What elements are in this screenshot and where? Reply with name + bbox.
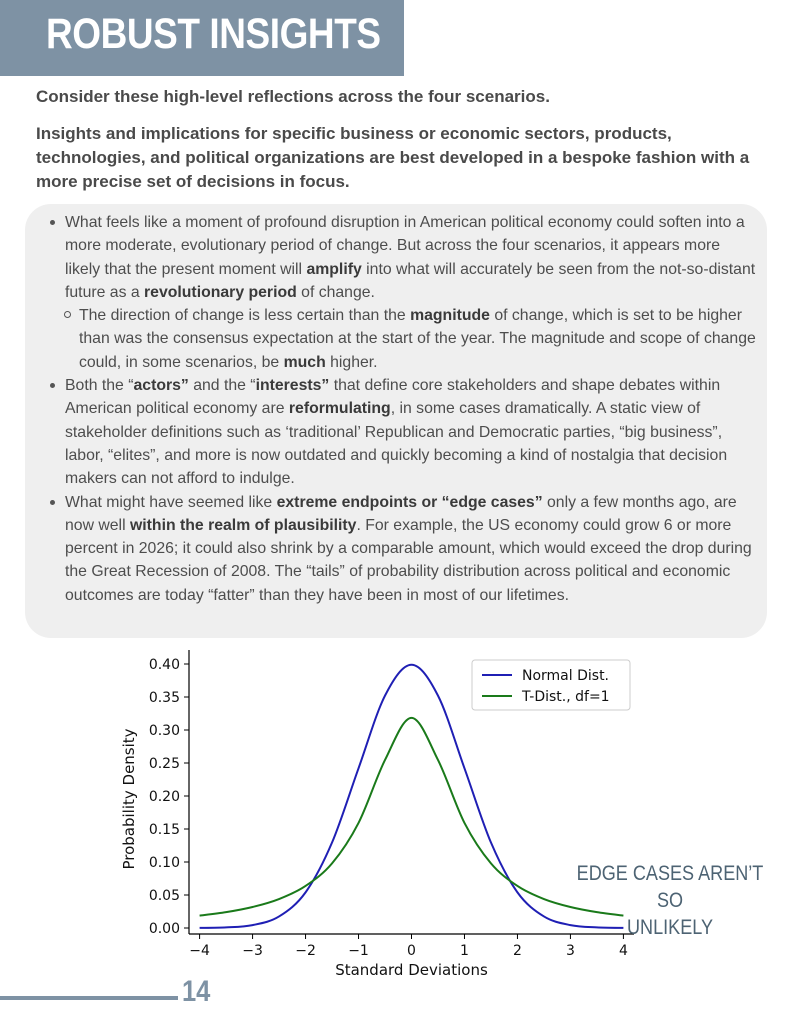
page-number: 14 [182, 975, 211, 1008]
y-tick-label: 0.15 [148, 822, 180, 838]
y-axis-label: Probability Density [120, 728, 138, 870]
y-tick-label: 0.00 [148, 921, 180, 937]
title-banner [0, 0, 404, 76]
footer-rule [0, 996, 178, 1000]
y-tick-label: 0.10 [148, 855, 180, 871]
insight-subbullet: The direction of change is less certain than the magnitude of change, which is set to be higher than was the consensus expectation at the start of the year. The magnitude and scope of change could, in some scenarios, be much higher. [79, 304, 759, 374]
y-tick-label: 0.40 [148, 657, 180, 673]
x-axis-label: Standard Deviations [335, 961, 488, 979]
x-tick-label: 0 [407, 943, 416, 959]
x-tick-label: −1 [348, 943, 369, 959]
intro-line: Consider these high-level reflections across the four scenarios. [36, 87, 550, 106]
x-tick-label: −2 [295, 943, 316, 959]
edge-cases-note: EDGE CASES AREN’T SO UNLIKELY [576, 862, 764, 939]
x-tick-label: 4 [618, 943, 628, 959]
series-line-2 [200, 718, 624, 916]
x-tick-label: 2 [512, 943, 522, 959]
y-tick-label: 0.35 [148, 690, 180, 706]
x-tick-label: −4 [189, 943, 210, 959]
legend-label-1: Normal Dist. [522, 668, 610, 684]
intro-paragraph: Insights and implications for specific business or economic sectors, products, technologies, and political organizations are best developed in a bespoke fashion with a more precise set of decisions in focus. [36, 124, 750, 191]
insights-list [65, 211, 759, 607]
insight-sublist [65, 304, 759, 374]
insight-bullet-2: Both the “actors” and the “interests” that define core stakeholders and shape debates within American political economy are reformulating, in some cases dramatically. A static view of stakeholder definitions such as ‘traditional’ Republican and Democratic parties, “big business”, labor, “elites”, and more is now outdated and quickly becoming a kind of nostalgia that decision makers can not afford to indulge. [65, 374, 759, 490]
insight-bullet-3: What might have seemed like extreme endpoints or “edge cases” only a few months ago, are now well within the realm of plausibility. For example, the US economy could grow 6 or more percent in 2026; it could also shrink by a comparable amount, which would exceed the drop during the Great Recession of 2008. The “tails” of probability distribution across political and economic outcomes are today “fatter” than they have been in most of our lifetimes. [65, 491, 759, 607]
distribution-chart [110, 640, 650, 1000]
x-tick-label: −3 [242, 943, 263, 959]
insight-bullet-1: What feels like a moment of profound disruption in American political economy could soften into a more moderate, evolutionary period of change. But across the four scenarios, it appears more likely that the present moment will amplify into what will accurately be seen from the not-so-distant future as a revolutionary period of change. The direction of change is less certain than the magnitude of change, which is set to be higher than was the consensus expectation at the start of the year. The magnitude and scope of change could, in some scenarios, be much higher. [65, 211, 759, 374]
distribution-chart-svg [110, 640, 650, 1000]
y-tick-label: 0.25 [148, 756, 180, 772]
x-tick-label: 1 [460, 943, 469, 959]
page-title: ROBUST INSIGHTS [46, 10, 381, 58]
legend-label-2: T-Dist., df=1 [522, 689, 610, 705]
y-tick-label: 0.30 [148, 723, 180, 739]
x-tick-label: 3 [565, 943, 575, 959]
y-tick-label: 0.05 [148, 888, 180, 904]
y-tick-label: 0.20 [148, 789, 180, 805]
